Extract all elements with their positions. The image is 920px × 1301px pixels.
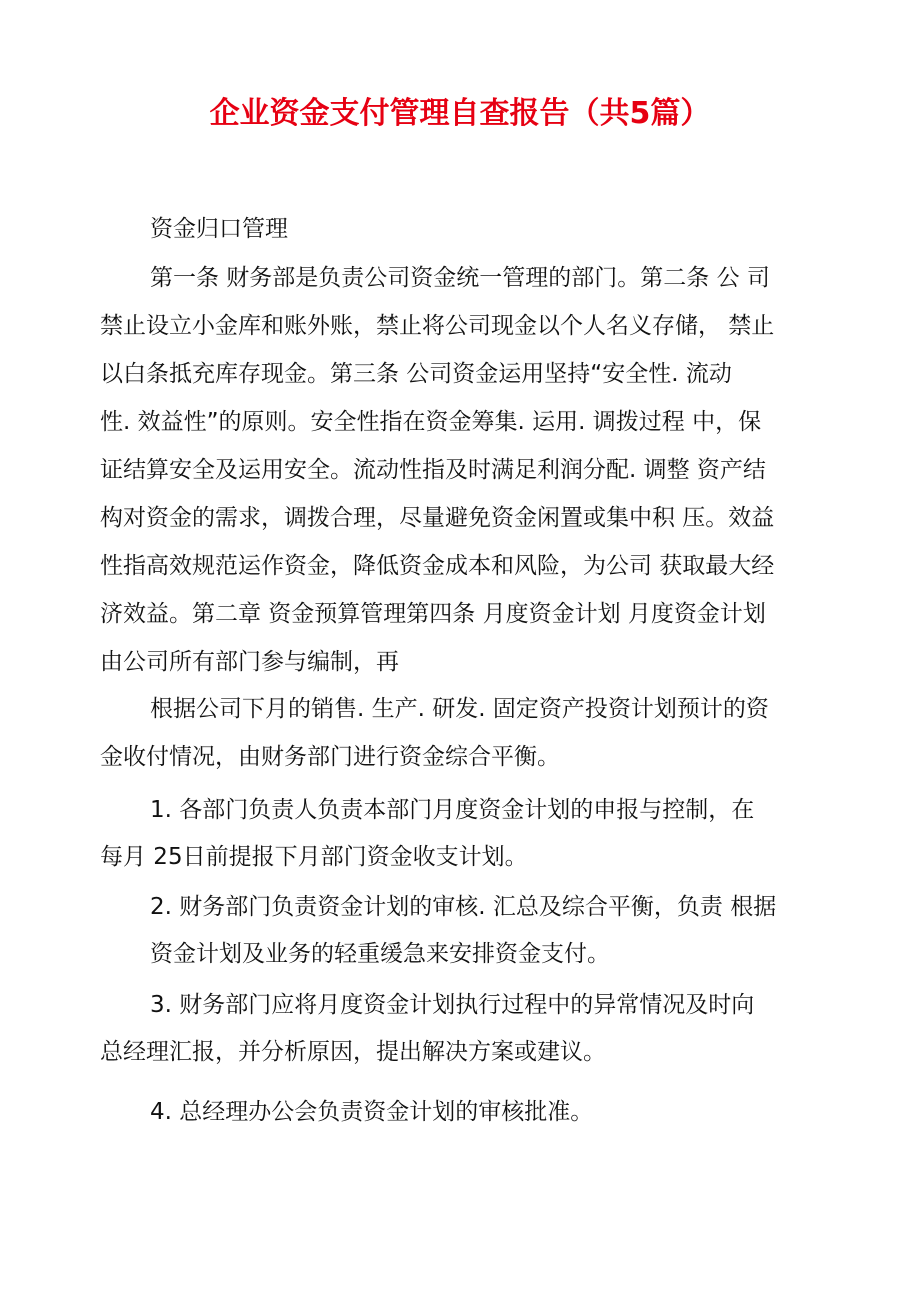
paragraph-line: 以白条抵充库存现金。第三条 公司资金运用坚持“安全性. 流动 xyxy=(100,361,732,387)
list-item-line: 3. 财务部门应将月度资金计划执行过程中的异常情况及时向 xyxy=(150,992,755,1018)
list-item-line: 4. 总经理办公会负责资金计划的审核批准。 xyxy=(150,1099,594,1125)
list-item-line: 资金计划及业务的轻重缓急来安排资金支付。 xyxy=(150,941,610,967)
list-item-line: 每月 25日前提报下月部门资金收支计划。 xyxy=(100,844,528,870)
paragraph-line: 济效益。第二章 资金预算管理第四条 月度资金计划 月度资金计划 xyxy=(100,601,766,627)
list-item-line: 总经理汇报，并分析原因，提出解决方案或建议。 xyxy=(100,1039,606,1065)
paragraph-line: 性. 效益性”的原则。安全性指在资金筹集. 运用. 调拨过程 中，保 xyxy=(100,409,762,435)
list-item-line: 1. 各部门负责人负责本部门月度资金计划的申报与控制，在 xyxy=(150,797,755,823)
paragraph-line: 构对资金的需求，调拨合理，尽量避免资金闲置或集中积 压。效益 xyxy=(100,505,775,531)
list-item-line: 2. 财务部门负责资金计划的审核. 汇总及综合平衡，负责 根据 xyxy=(150,894,777,920)
paragraph-line: 由公司所有部门参与编制，再 xyxy=(100,649,399,675)
paragraph-line: 性指高效规范运作资金，降低资金成本和风险，为公司 获取最大经 xyxy=(100,553,775,579)
paragraph-line: 禁止设立小金库和账外账，禁止将公司现金以个人名义存储， 禁止 xyxy=(100,313,775,339)
paragraph-line: 根据公司下月的销售. 生产. 研发. 固定资产投资计划预计的资 xyxy=(150,696,769,722)
paragraph-line: 第一条 财务部是负责公司资金统一管理的部门。第二条 公 司 xyxy=(150,265,770,291)
paragraph-line: 证结算安全及运用安全。流动性指及时满足利润分配. 调整 资产结 xyxy=(100,457,766,483)
section-heading: 资金归口管理 xyxy=(150,216,288,242)
document-title: 企业资金支付管理自查报告（共5篇） xyxy=(209,96,711,131)
paragraph-line: 金收付情况，由财务部门进行资金综合平衡。 xyxy=(100,744,560,770)
